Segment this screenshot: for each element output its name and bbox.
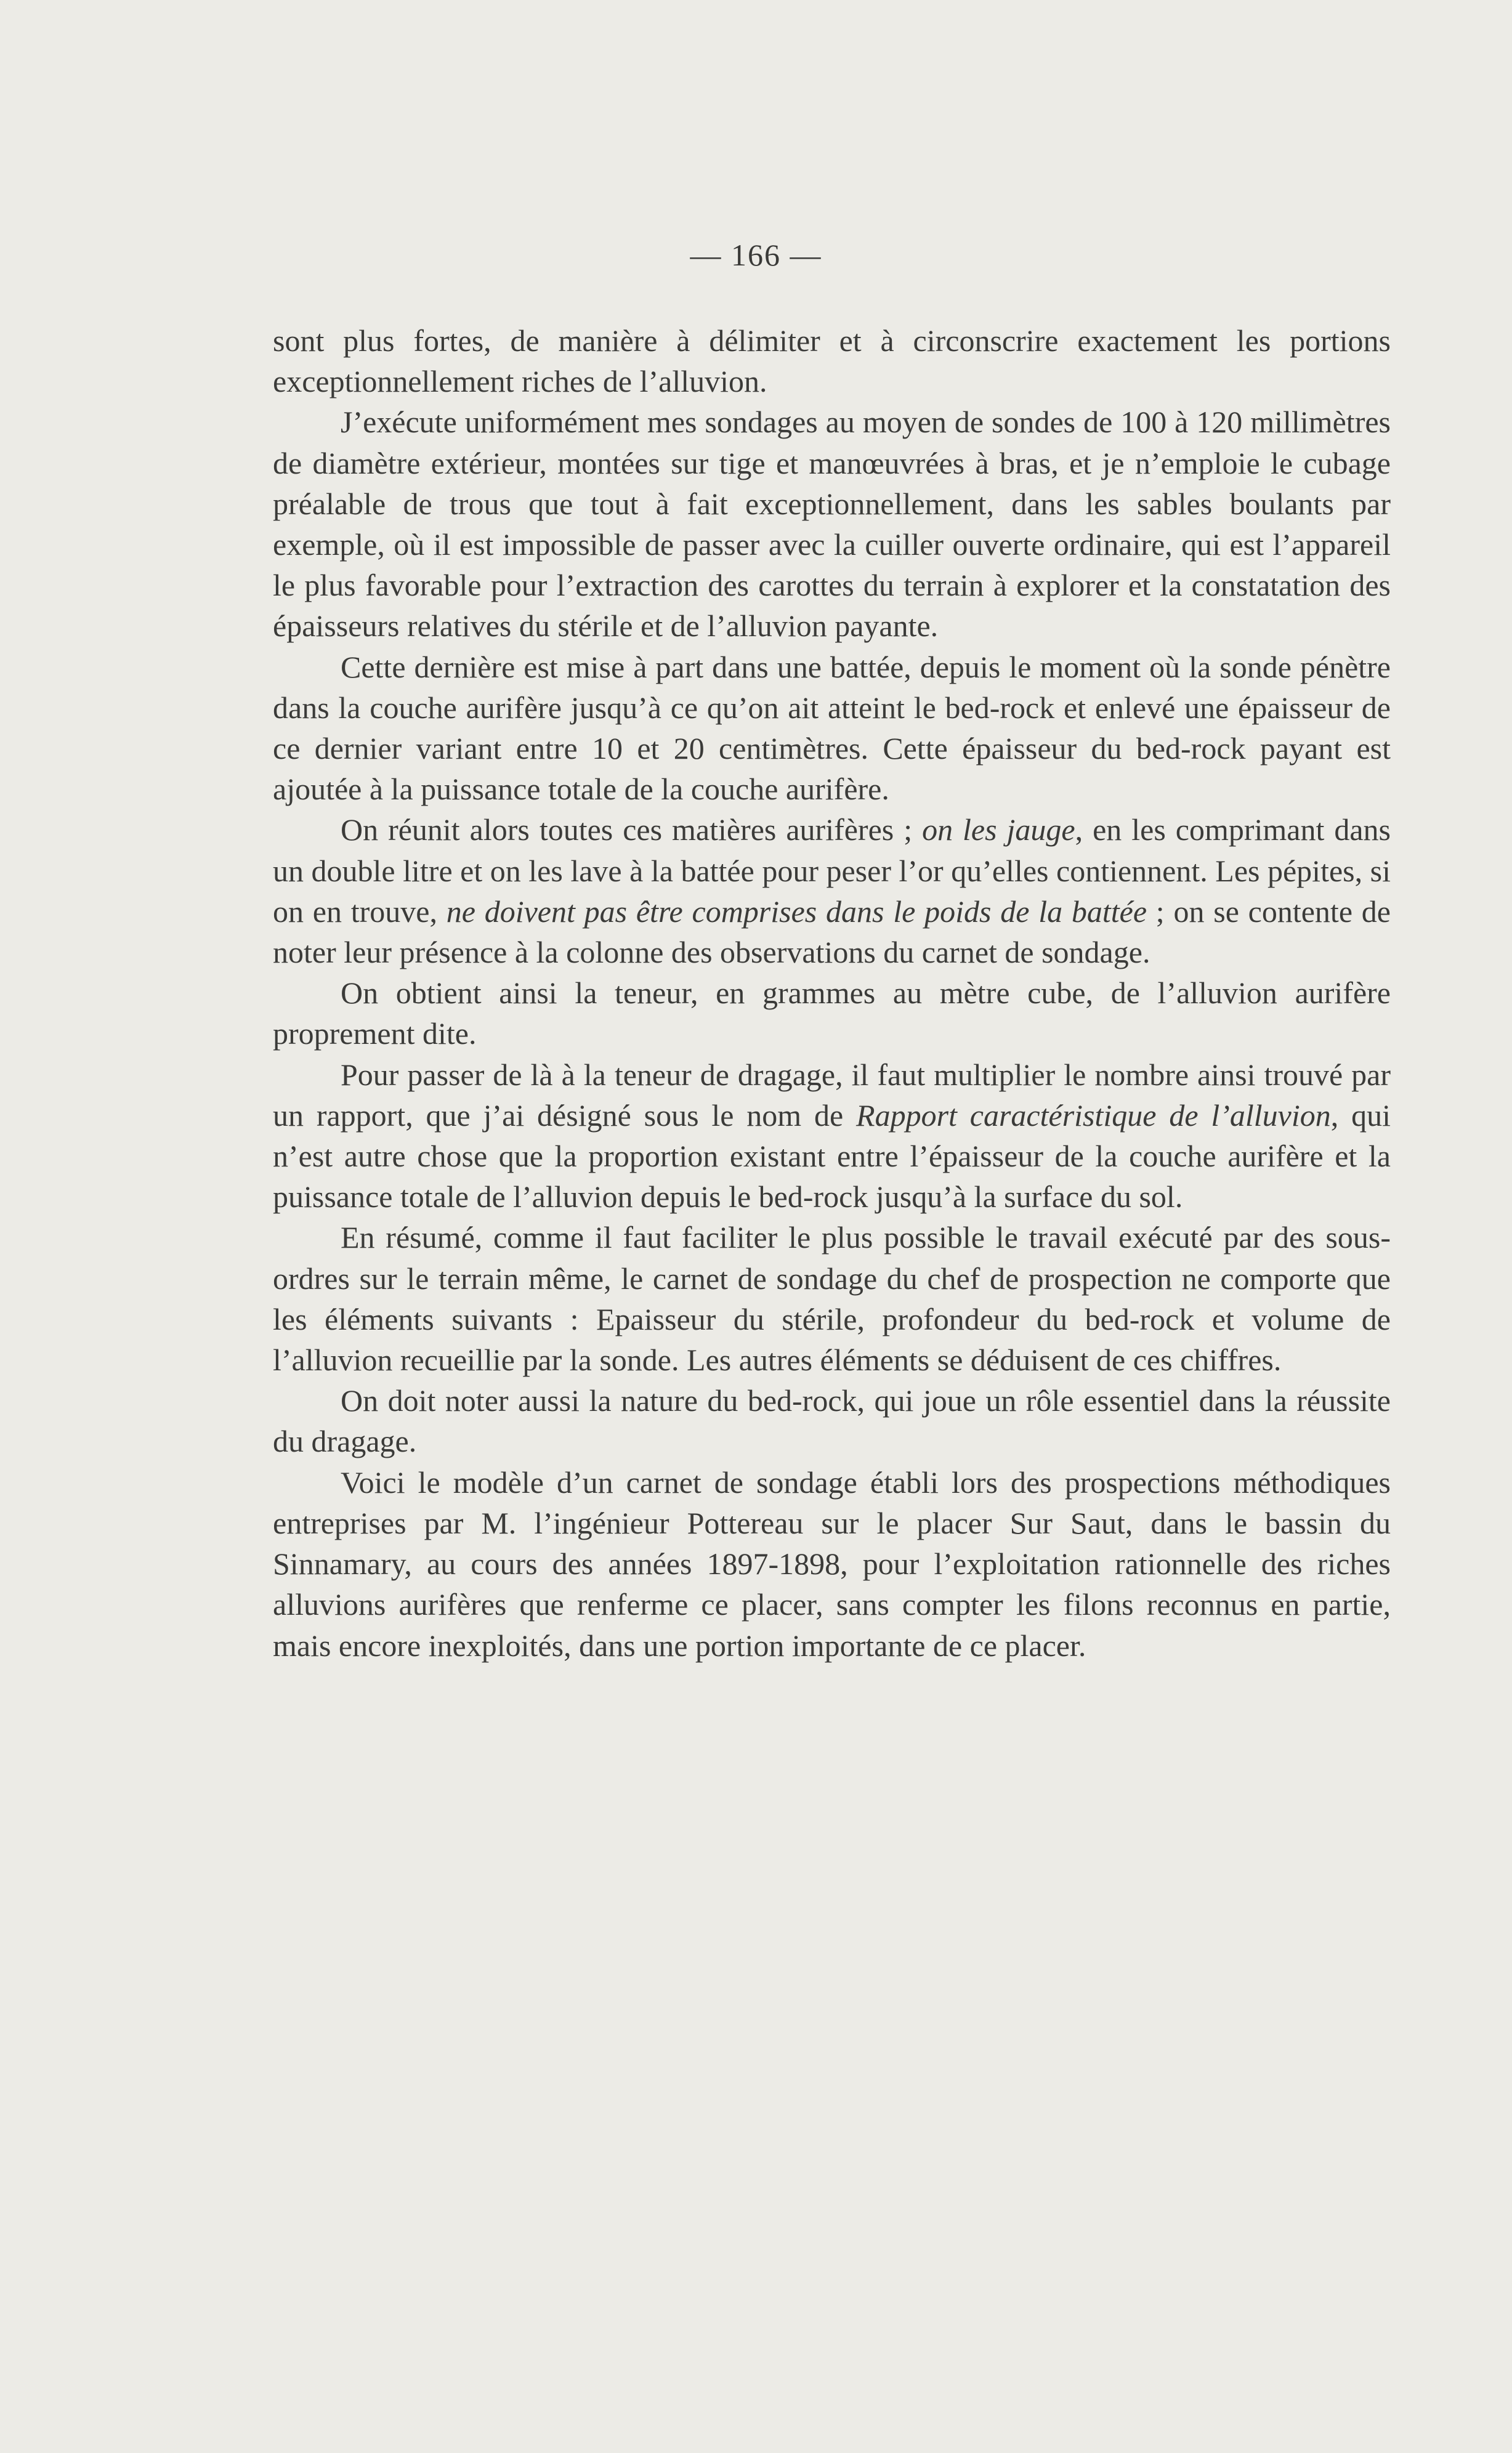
paragraph-text: On doit noter aussi la nature du bed-rock, qui joue un rôle essentiel dans la réussite du dragage. (273, 1383, 1391, 1459)
paragraph-text: En résumé, comme il faut faciliter le plus possible le travail exécuté par des sous-ordres sur le terrain même, le carnet de sondage du chef de prospection ne comporte que les éléments suivants : Epaisseur du stérile, profondeur du bed-rock et volume de l’alluvion recueillie par la sonde. Les autres éléments se déduisent de ces chiffres. (273, 1220, 1391, 1378)
italic-text: ne doivent pas être comprises dans le poids de la battée (446, 894, 1147, 929)
paragraph (273, 402, 1391, 646)
paragraph-text: Pour passer de là à la teneur de dragage, il faut multiplier le nombre ainsi trouvé par un rapport, que j’ai désigné sous le nom de (273, 1057, 1391, 1133)
paragraph (273, 647, 1391, 810)
body-text (273, 320, 1391, 1666)
paragraph-text: On obtient ainsi la teneur, en grammes au mètre cube, de l’alluvion aurifère proprement dite. (273, 976, 1391, 1051)
paragraph (273, 1054, 1391, 1218)
paragraph (273, 972, 1391, 1054)
paragraph-text: Cette dernière est mise à part dans une battée, depuis le moment où la sonde pénètre dans la couche aurifère jusqu’à ce qu’on ait atteint le bed-rock et enlevé une épaisseur de ce dernier variant entre 10 et 20 centimètres. Cette épaisseur du bed-rock payant est ajoutée à la puissance totale de la couche aurifère. (273, 649, 1391, 807)
paragraph-text: , en les comprimant dans un double litre et on les lave à la battée pour peser l’or qu’elles contiennent. Les pépites, si on en trouve, (273, 812, 1391, 929)
paragraph (273, 1462, 1391, 1666)
paragraph-text: , qui n’est autre chose que la proportion existant entre l’épaisseur de la couche aurifère et la puissance totale de l’alluvion depuis le bed-rock jusqu’à la surface du sol. (273, 1097, 1391, 1214)
paragraph (273, 1217, 1391, 1380)
paragraph-text: On réunit alors toutes ces matières aurifères ; (341, 812, 923, 847)
paragraph (273, 1380, 1391, 1461)
paragraph (273, 320, 1391, 402)
italic-text: on les jauge (922, 812, 1075, 847)
paragraph-text: ; on se contente de noter leur présence à la colonne des observations du carnet de sondage. (273, 894, 1391, 970)
paragraph-text: Voici le modèle d’un carnet de sondage établi lors des prospections méthodiques entreprises par M. l’ingénieur Pottereau sur le placer Sur Saut, dans le bassin du Sinnamary, au cours des années 1897-1898, pour l’exploitation rationnelle des riches alluvions aurifères que renferme ce placer, sans compter les filons reconnus en partie, mais encore inexploités, dans une portion importante de ce placer. (273, 1465, 1391, 1663)
paragraph-text: sont plus fortes, de manière à délimiter et à circonscrire exactement les portions exceptionnellement riches de l’alluvion. (273, 323, 1391, 399)
paragraph (273, 809, 1391, 972)
italic-text: Rapport caractéristique de l’alluvion (856, 1097, 1331, 1133)
page-number: — 166 — (690, 238, 822, 272)
paragraph-text: J’exécute uniformément mes sondages au moyen de sondes de 100 à 120 millimètres de diamètre extérieur, montées sur tige et manœuvrées à bras, et je n’emploie le cubage préalable de trous que tout à fait exceptionnellement, dans les sables boulants par exemple, où il est impossible de passer avec la cuiller ouverte ordinaire, qui est l’appareil le plus favorable pour l’extraction des carottes du terrain à explorer et la constatation des épaisseurs relatives du stérile et de l’alluvion payante. (273, 405, 1391, 644)
